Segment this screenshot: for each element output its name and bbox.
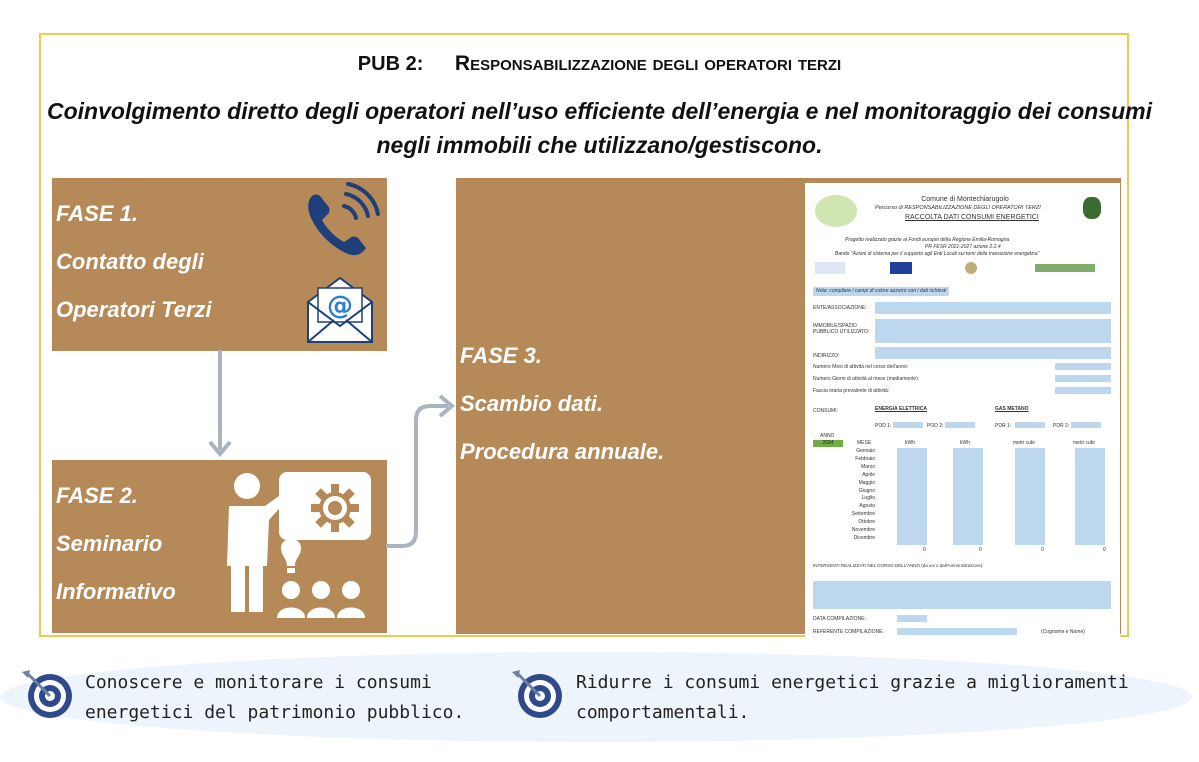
target-icon [510,666,566,722]
label-gas: GAS METANO [995,406,1029,412]
subtitle-line-1: Coinvolgimento diretto degli operatori nell’uso efficiente dell’energia e nel monitoraggio dei consumi [47,98,1152,124]
column-mc-1[interactable] [1015,448,1045,545]
phase-1-line-3: Operatori Terzi [56,297,212,322]
field-ente[interactable] [875,302,1111,314]
field-mesi[interactable] [1055,363,1111,370]
label-energia: ENERGIA ELETTRICA [875,406,928,412]
label-immobile: IMMOBILE/SPAZIO PUBBLICO UTILIZZATO: [813,323,870,335]
form-title: RACCOLTA DATI CONSUMI ENERGETICI [905,214,1039,221]
phase-3-line-3: Procedura annuale. [460,439,665,464]
phase-1-line-2: Contatto degli [56,249,204,274]
label-anno: ANNO [820,433,835,439]
email-icon [304,272,376,346]
svg-text:@: @ [327,291,353,321]
field-interventi[interactable] [813,581,1111,609]
logo-coesione [815,262,845,274]
label-consumi: CONSUMI: [813,408,838,414]
region-logo [1083,197,1101,219]
comune-logo [815,195,857,227]
logo-italy [965,262,977,274]
month: Dicembre [853,534,875,541]
label-cognome: (Cognome e Nome) [1041,629,1085,635]
field-data[interactable] [897,615,927,622]
label-fascia: Fascia oraria prevalente di attività: [813,388,890,394]
phase-2-title: FASE 2. [56,483,138,508]
label-referente: REFERENTE COMPILAZIONE: [813,629,884,635]
goal-2 [576,668,1129,728]
month: Giugno [858,487,875,494]
total-kwh-1: 0 [923,547,926,553]
form-percorso: Percorso di RESPONSABILIZZAZIONE DEGLI OPERATORI TERZI [875,205,1041,211]
label-kwh-1: kWh [905,440,915,446]
field-immobile[interactable] [875,319,1111,343]
month: Agosto [859,503,875,510]
field-fascia[interactable] [1055,387,1111,394]
label-giorni: Numero Giorni di attività al mese (mediamente): [813,376,920,382]
label-pdr1: PDR 1: [995,423,1012,429]
pub-code: PUB 2: [357,53,424,75]
column-mc-2[interactable] [1075,448,1105,545]
label-ente: ENTE/ASSOCIAZIONE: [813,305,867,311]
field-pdr1[interactable] [1015,422,1045,428]
column-kwh-2[interactable] [953,448,983,545]
target-icon [20,666,76,722]
label-mc-2: metri cubi [1073,440,1095,446]
form-project-1: Progetto realizzato grazie ai Fondi europei della Regione Emilia-Romagna [845,237,1010,243]
month: Luglio [861,495,875,502]
goal-1-line-1: Conoscere e monitorare i consumi [85,672,432,693]
field-indirizzo[interactable] [875,347,1111,359]
label-kwh-2: kWh [960,440,970,446]
field-pod2[interactable] [945,422,975,428]
label-pod1: POD 1: [875,423,892,429]
field-pdr2[interactable] [1071,422,1101,428]
phase-3-title: FASE 3. [460,343,542,368]
month: Settembre [851,511,875,518]
goal-1 [85,668,464,728]
connector-arrow-right [386,392,458,552]
form-project-3: Bando "Azioni di sistema per il supporto agli Enti Locali sui temi della transizione energetica" [835,251,1040,257]
label-interventi: INTERVENTI REALIZZATI NEL CORSO DELL'ANNO (da voi o dall'Amministrazione): [813,563,984,568]
phone-icon [300,182,380,258]
month: Gennaio [856,448,875,454]
phase-1-box [52,178,387,351]
goal-1-line-2: energetici del patrimonio pubblico. [85,702,465,723]
month: Ottobre [858,519,875,526]
phase-1-title: FASE 1. [56,201,138,226]
phase-3-line-2: Scambio dati. [460,391,604,416]
goal-2-line-1: Ridurre i consumi energetici grazie a miglioramenti [576,672,1129,693]
label-data: DATA COMPILAZIONE: [813,616,866,622]
total-mc-2: 0 [1103,547,1106,553]
phase-2-line-3: Informativo [56,579,176,604]
month: Febbraio [855,455,875,462]
energy-data-form [805,183,1120,638]
total-mc-1: 0 [1041,547,1044,553]
presenter-icon [217,466,377,626]
field-anno[interactable]: 2024 [813,440,843,447]
page-title: Responsabilizzazione degli operatori terzi [454,52,842,75]
subtitle-line-2: negli immobili che utilizzano/gestiscono. [376,132,823,158]
field-giorni[interactable] [1055,375,1111,382]
label-pod2: POD 2: [927,423,944,429]
label-pdr2: PDR 2: [1053,423,1070,429]
phase-2-box [52,460,387,633]
total-kwh-2: 0 [979,547,982,553]
connector-arrow-down [200,350,240,462]
field-pod1[interactable] [893,422,923,428]
column-kwh-1[interactable] [897,448,927,545]
month: Aprile [862,471,875,478]
form-comune: Comune di Montechiarugolo [921,196,1009,203]
month: Novembre [851,527,875,534]
page-header [0,52,1199,76]
logo-eu-flag [890,262,912,274]
month: Maggio [858,479,875,486]
month: Marzo [861,463,875,470]
eu-logos [815,261,1105,275]
page-subtitle [0,94,1199,162]
label-indirizzo: INDIRIZZO: [813,353,840,359]
phase-2-line-2: Seminario [56,531,163,556]
label-mc-1: metri cubi [1013,440,1035,446]
goal-2-line-2: comportamentali. [576,702,750,723]
label-mese: MESE [857,440,872,446]
form-note: Nota: compilare i campi di colore azzurro con i dati richiesti [813,287,949,296]
form-project-2: PR FESR 2021-2027 azione 2.2.4 [925,244,1001,250]
logo-emilia-romagna [1035,264,1095,272]
months-list [825,448,875,543]
field-referente[interactable] [897,628,1017,635]
label-mesi: Numero Mesi di attività nel corso dell'anno: [813,364,909,370]
